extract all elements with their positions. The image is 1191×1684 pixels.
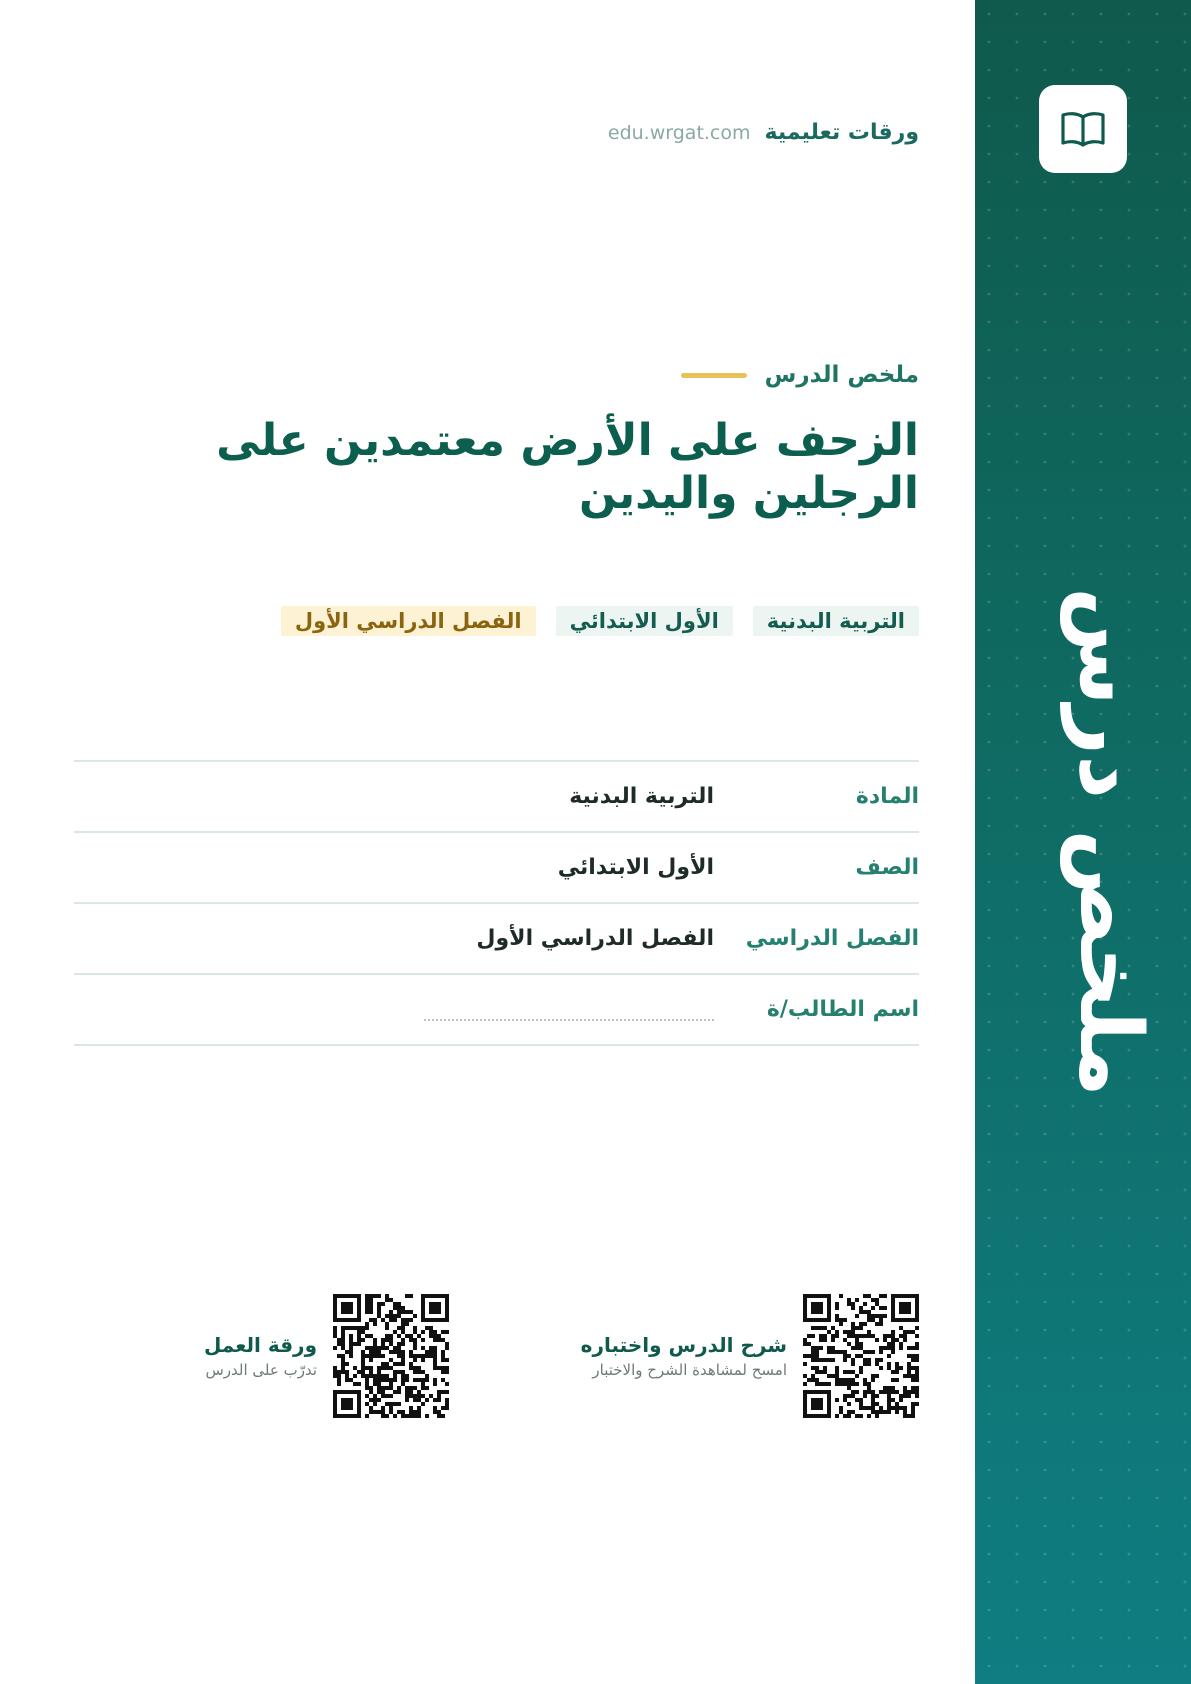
eyebrow — [681, 362, 919, 388]
info-row-grade — [74, 833, 919, 904]
brand-url[interactable]: edu.wrgat.com — [607, 122, 751, 144]
qr-subtitle: تدرّب على الدرس — [205, 1361, 317, 1379]
qr-subtitle: امسح لمشاهدة الشرح والاختبار — [592, 1361, 787, 1379]
brand-name: ورقات تعليمية — [764, 120, 919, 145]
qr-caption — [204, 1333, 317, 1379]
info-label: المادة — [855, 784, 919, 809]
info-value: الفصل الدراسي الأول — [476, 926, 714, 951]
info-label: اسم الطالب/ة — [766, 997, 919, 1022]
sidebar-title-wrap — [1060, 0, 1160, 1684]
qr-title: شرح الدرس واختباره — [580, 1333, 787, 1357]
lesson-title: الزحف على الأرض معتمدين على الرجلين واليدين — [216, 415, 919, 519]
student-name-blank[interactable] — [424, 1009, 714, 1021]
sidebar-title: ملخص درس — [1060, 587, 1160, 1097]
info-value: التربية البدنية — [569, 784, 714, 809]
info-row-subject — [74, 762, 919, 833]
info-row-semester — [74, 904, 919, 975]
info-value: الأول الابتدائي — [557, 855, 714, 880]
sidebar-band — [975, 0, 1191, 1684]
qr-block-explanation — [581, 1294, 919, 1418]
info-label: الصف — [855, 855, 919, 880]
info-label: الفصل الدراسي — [745, 926, 919, 951]
qr-block-worksheet — [204, 1294, 449, 1418]
info-row-student-name — [74, 975, 919, 1046]
qr-caption — [581, 1333, 787, 1379]
tag-subject: التربية البدنية — [753, 606, 919, 636]
qr-code-icon[interactable] — [333, 1294, 449, 1418]
tag-semester: الفصل الدراسي الأول — [281, 606, 536, 636]
eyebrow-accent-line — [681, 373, 747, 378]
qr-title: ورقة العمل — [203, 1333, 317, 1357]
eyebrow-text: ملخص الدرس — [764, 362, 919, 388]
qr-code-icon[interactable] — [803, 1294, 919, 1418]
brand-header — [608, 120, 919, 145]
tag-grade: الأول الابتدائي — [556, 606, 733, 636]
info-table — [74, 760, 919, 1046]
tag-list — [281, 606, 919, 636]
